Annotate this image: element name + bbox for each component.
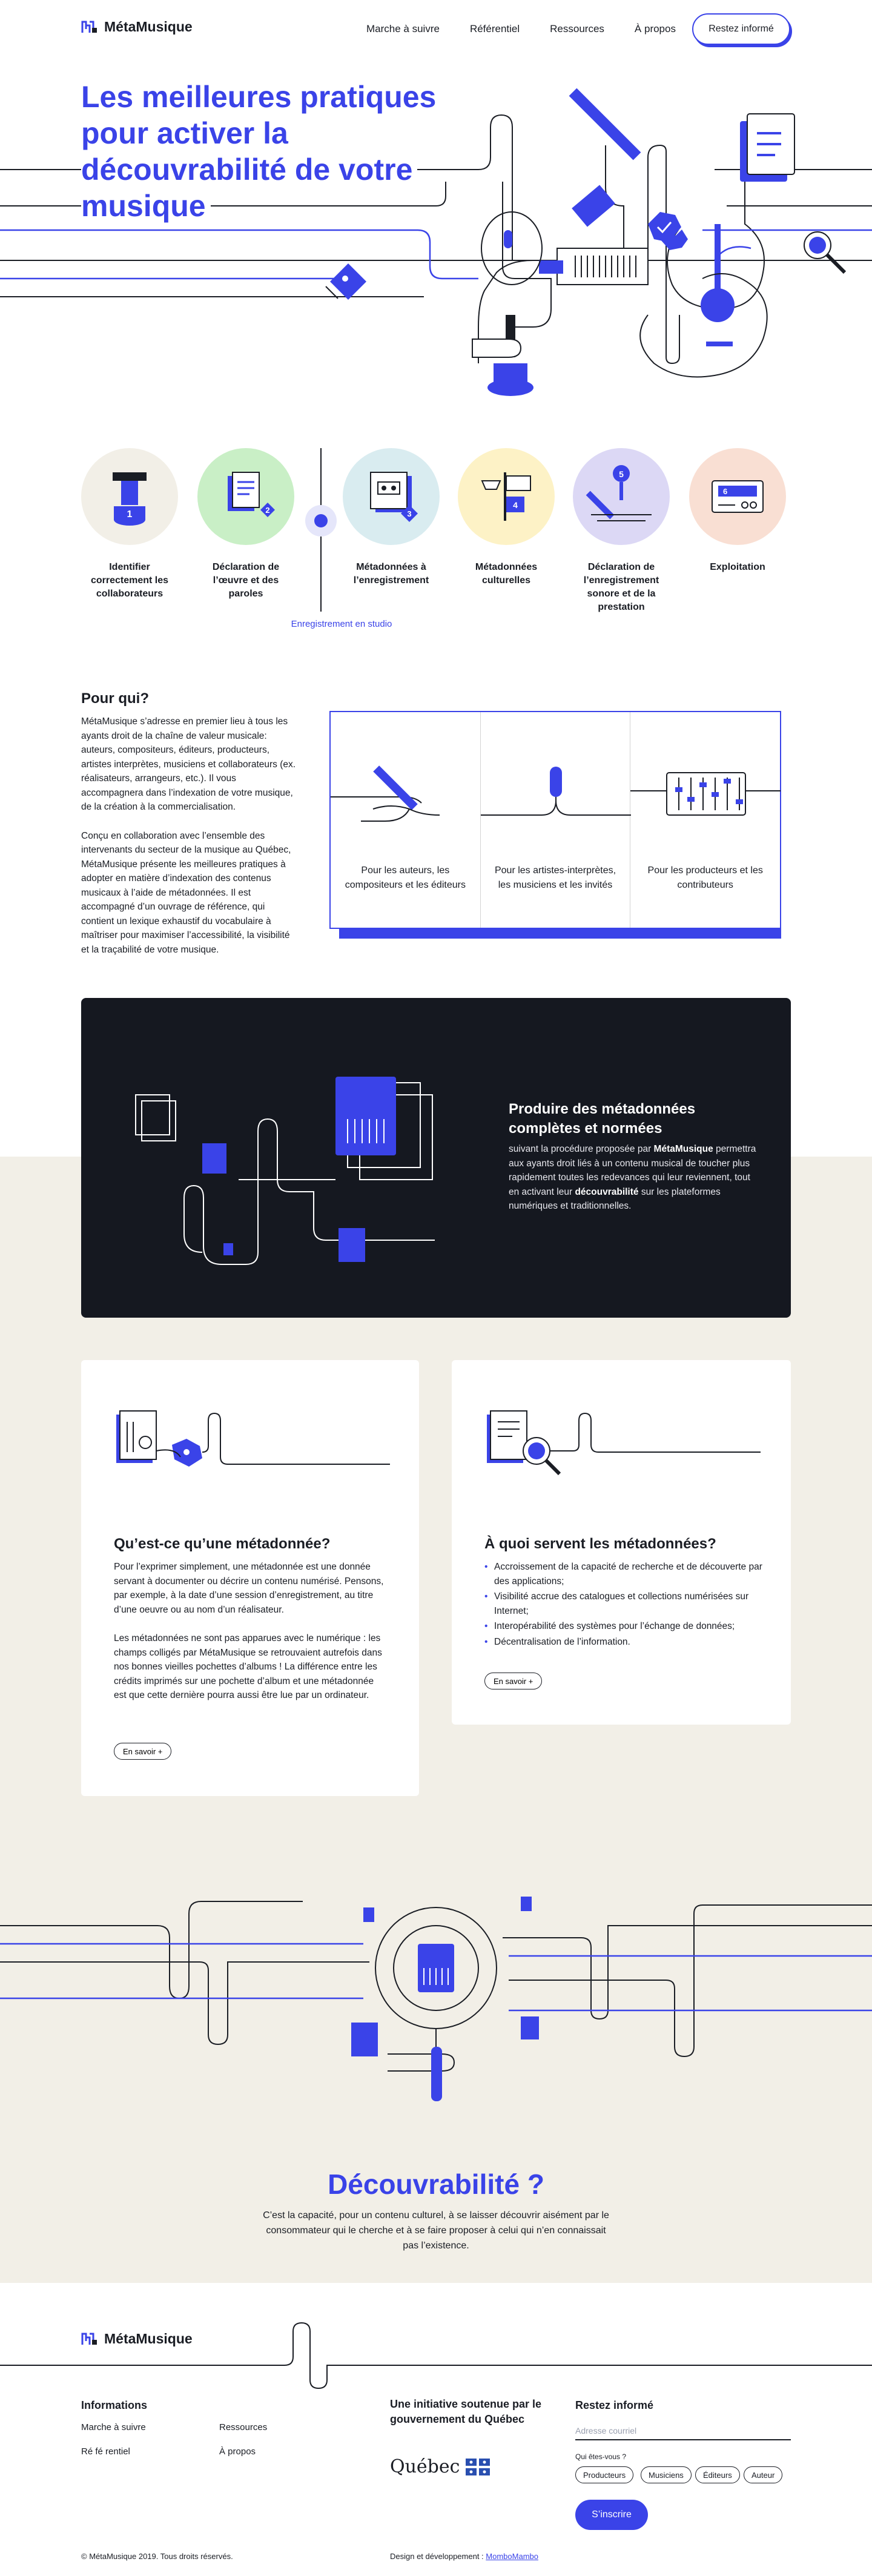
discovery-illustration	[0, 1889, 872, 2107]
brand-logo[interactable]	[81, 18, 193, 35]
metadata-purpose-title: À quoi servent les métadonnées?	[484, 1536, 716, 1552]
step-3[interactable]	[343, 448, 440, 587]
step-1-label: Identifier correctement les collaborateurs	[90, 562, 169, 599]
produire-text-part: sur les plateformes numériques et traditionnelles.	[509, 1186, 721, 1211]
logo-mark-icon	[81, 18, 98, 35]
mixer-icon	[630, 761, 781, 833]
step-2-circle	[197, 448, 294, 545]
nav-links	[366, 23, 706, 35]
list-item: • Décentralisation de l’information.	[484, 1635, 763, 1650]
produire-illustration	[81, 998, 505, 1318]
footer-link-ressources[interactable]: Ressources	[219, 2422, 268, 2432]
produire-brand-bold: MétaMusique	[653, 1144, 713, 1154]
email-field[interactable]	[575, 2422, 791, 2440]
metadata-purpose-card	[452, 1360, 791, 1725]
step-1[interactable]	[81, 448, 178, 601]
step-sub-label: Enregistrement en studio	[291, 619, 392, 629]
audience-authors	[331, 712, 481, 928]
credit-prefix: Design et développement :	[390, 2552, 486, 2561]
hero-title-line: Les meilleures pratiques	[81, 80, 441, 114]
produire-bold-decouvrabilite: découvrabilité	[575, 1186, 639, 1197]
decouvrabilite-text: C’est la capacité, pour un contenu culturel, à se laisser découvrir aisément par le consommateur qui le cherche et à se faire proposer à celui qui n’en connaissait pas l’existence.	[263, 2210, 609, 2251]
footer-newsletter-title: Restez informé	[575, 2399, 654, 2411]
list-item: • Accroissement de la capacité de recherche et de découverte par des applications;	[484, 1560, 763, 1588]
svg-text:5: 5	[619, 469, 624, 479]
produire-text	[509, 1142, 763, 1214]
pour-qui-box	[329, 711, 781, 929]
tag-musiciens[interactable]: Musiciens	[641, 2466, 692, 2483]
logo-mark-icon	[81, 2330, 98, 2347]
footer-info-title: Informations	[81, 2399, 148, 2411]
collaborator-icon	[81, 448, 178, 545]
footer-logo[interactable]	[81, 2330, 193, 2347]
metadata-purpose-list	[484, 1560, 763, 1650]
metadata-definition-paragraph: Pour l’exprimer simplement, une métadonnée est une donnée servant à documenter ou décrire un contenu numérisé. Pensons, par exemple, à la date d’une session d’enregistrement, au titre d’une oeuvre ou au nom d’un réalisateur.	[114, 1562, 384, 1615]
step-6-circle	[689, 448, 786, 545]
inscrire-button[interactable]: S’inscrire	[575, 2500, 648, 2530]
hero-title	[81, 79, 505, 224]
step-4-label: Métadonnées culturelles	[475, 562, 538, 586]
list-item: • Visibilité accrue des catalogues et collections numérisées sur Internet;	[484, 1590, 763, 1618]
audience-authors-label: Pour les auteurs, les compositeurs et les éditeurs	[345, 865, 466, 890]
lyrics-document-icon	[197, 448, 294, 545]
step-5-circle	[573, 448, 670, 545]
copyright: © MétaMusique 2019. Tous droits réservés.	[81, 2552, 233, 2561]
svg-text:4: 4	[513, 500, 518, 510]
step-4-circle	[458, 448, 555, 545]
quebec-logo[interactable]	[390, 2456, 490, 2477]
step-6[interactable]	[689, 448, 786, 574]
hero-title-line: découvrabilité de votre	[81, 153, 417, 187]
step-5[interactable]	[573, 448, 670, 614]
player-device-icon	[689, 448, 786, 545]
steps-section	[81, 448, 791, 636]
step-6-label: Exploitation	[710, 562, 765, 572]
cassette-icon	[343, 448, 440, 545]
metadata-definition-text	[114, 1560, 386, 1717]
metadata-definition-title: Qu’est-ce qu’une métadonnée?	[114, 1536, 331, 1552]
nav-link-ressources[interactable]: Ressources	[550, 23, 604, 35]
footer-gov-title: Une initiative soutenue par le gouvernement du Québec	[390, 2398, 542, 2425]
pour-qui-paragraph: Conçu en collaboration avec l’ensemble des intervenants du secteur de la musique au Québec, MétaMusique présente les meilleures pratiques à adopter en matière d’indexation des contenus musicaux à l’aide de métadonnées. Il est accompagné d’un ouvrage de référence, qui contient un lexique exhaustif du vocabulaire à maîtriser pour maximiser l’accessibilité, la visibilité et la traçabilité de votre musique.	[81, 830, 291, 955]
quebec-logo-text: Québec	[390, 2456, 460, 2477]
decouvrabilite-title: Découvrabilité ?	[328, 2168, 544, 2200]
svg-text:2: 2	[265, 506, 270, 515]
nav-link-marche[interactable]: Marche à suivre	[366, 23, 440, 35]
pen-hand-icon	[331, 761, 481, 833]
nav-link-a-propos[interactable]: À propos	[634, 23, 676, 35]
audience-artists	[481, 712, 631, 928]
en-savoir-plus-button[interactable]: En savoir +	[484, 1673, 542, 1689]
footer-link-marche[interactable]: Marche à suivre	[81, 2422, 146, 2432]
list-item: • Interopérabilité des systèmes pour l’échange de données;	[484, 1619, 763, 1634]
audience-producers-label: Pour les producteurs et les contributeurs	[647, 865, 763, 890]
pour-qui-paragraph: MétaMusique s’adresse en premier lieu à tous les ayants droit de la chaîne de valeur musicale: auteurs, compositeurs, éditeurs, producteurs, artistes interprètes, musiciens et collaborateurs (ex. réalisateurs, arrangeurs, etc.). Il vous accompagnera dans l’indexation de votre musique, de la création à la commercialisation.	[81, 716, 296, 812]
produire-text-part: suivant la procédure proposée par	[509, 1144, 654, 1154]
footer-link-a-propos[interactable]: À propos	[219, 2446, 256, 2457]
microphone-icon	[481, 761, 631, 833]
quebec-flag-icon	[466, 2459, 490, 2475]
svg-text:3: 3	[407, 509, 412, 518]
step-1-circle	[81, 448, 178, 545]
who-are-you-label: Qui êtes-vous ?	[575, 2452, 627, 2461]
hero-title-line: musique	[81, 189, 211, 223]
metadata-document-icon	[111, 1409, 390, 1487]
top-navigation	[0, 0, 872, 58]
svg-text:6: 6	[723, 487, 728, 496]
credit	[390, 2552, 538, 2561]
brand-name: MétaMusique	[104, 18, 193, 35]
restez-informe-button[interactable]: Restez informé	[692, 13, 790, 45]
step-2-label: Déclaration de l’œuvre et des paroles	[212, 562, 280, 599]
metadata-definition-card	[81, 1360, 419, 1796]
culture-flag-icon	[458, 448, 555, 545]
metadata-definition-paragraph: Les métadonnées ne sont pas apparues avec le numérique : les champs colligés par MétaMusique se retrouvaient autrefois dans nos bonnes vieilles pochettes d’albums ! La différence entre les crédits imprimés sur une pochette d’album et une métadonnée est que cette dernière pourra aussi être lue par un ordinateur.	[114, 1633, 382, 1700]
performance-pen-icon	[573, 448, 670, 545]
step-2[interactable]	[197, 448, 294, 601]
tag-producteurs[interactable]: Producteurs	[575, 2466, 633, 2483]
nav-link-referentiel[interactable]: Référentiel	[469, 23, 520, 35]
step-5-label: Déclaration de l’enregistrement sonore et de la prestation	[583, 562, 659, 612]
magnifier-document-icon	[482, 1409, 761, 1487]
pour-qui-text	[81, 715, 299, 971]
step-4[interactable]	[458, 448, 555, 587]
pour-qui-title: Pour qui?	[81, 690, 149, 707]
tag-editeurs[interactable]: Éditeurs	[695, 2466, 740, 2483]
step-3-circle	[343, 448, 440, 545]
produire-text-part: permettra aux ayants droit liés à un contenu musical de toucher plus rapidement toutes les redevances qui leur reviennent, tout en activant leur	[509, 1144, 756, 1197]
footer-brand-name: MétaMusique	[104, 2330, 193, 2346]
credit-link[interactable]: MomboMambo	[486, 2552, 538, 2561]
produire-title: Produire des métadonnées complètes et normées	[509, 1101, 696, 1137]
tag-auteur[interactable]: Auteur	[744, 2466, 782, 2483]
footer-link-referentiel[interactable]: Ré fé rentiel	[81, 2446, 130, 2457]
audience-producers	[630, 712, 780, 928]
svg-text:1: 1	[127, 509, 133, 520]
audience-artists-label: Pour les artistes-interprètes, les musiciens et les invités	[494, 865, 616, 890]
en-savoir-plus-button[interactable]: En savoir +	[114, 1743, 171, 1760]
hero-title-line: pour activer la	[81, 116, 293, 150]
step-3-label: Métadonnées à l’enregistrement	[353, 562, 429, 586]
